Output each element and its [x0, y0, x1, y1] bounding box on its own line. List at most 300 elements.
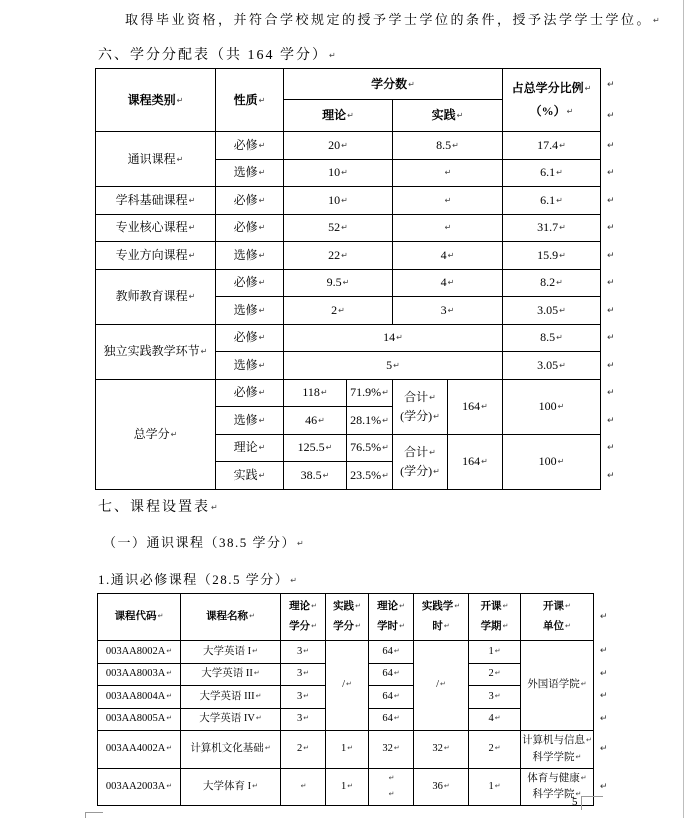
table-row: [96, 379, 623, 407]
paragraph-mark-icon: ↵: [300, 781, 307, 790]
paragraph-mark-icon: ↵: [607, 223, 615, 234]
table-cell: [96, 379, 216, 489]
table-cell: [96, 132, 216, 187]
paragraph-mark-icon: ↵: [382, 388, 389, 398]
cell-text: 教师教育课程: [115, 289, 188, 304]
cell-text: 1: [340, 780, 347, 792]
table-cell: [284, 187, 393, 215]
paragraph-mark-icon: ↵: [297, 539, 306, 548]
table-cell: [98, 686, 181, 709]
row-end-mark: [601, 242, 623, 270]
table-cell: [216, 269, 284, 297]
row-end-mark: [601, 100, 623, 132]
header-cell: [284, 69, 503, 100]
paragraph-mark-icon: ↵: [325, 443, 333, 453]
paragraph-mark-icon: ↵: [607, 250, 615, 261]
cell-text: 64: [382, 668, 393, 680]
cell-text: 选修: [233, 165, 258, 180]
paragraph-mark-icon: ↵: [607, 415, 615, 426]
paragraph-mark-icon: ↵: [290, 576, 299, 585]
section-heading-course-setup: [98, 496, 220, 516]
cell-text: 3: [296, 713, 303, 725]
table-cell: [216, 132, 284, 160]
paragraph-mark-icon: ↵: [607, 360, 615, 371]
table-cell: [469, 686, 521, 709]
paragraph-mark-icon: ↵: [559, 360, 566, 370]
paragraph-mark-icon: ↵: [338, 305, 345, 315]
paragraph-mark-icon: ↵: [264, 744, 271, 753]
cell-text: 专业核心课程: [115, 220, 188, 235]
cell-text: 003AA2003A: [105, 780, 166, 792]
paragraph-mark-icon: ↵: [599, 611, 608, 622]
paragraph-mark-icon: ↵: [393, 744, 400, 753]
paragraph-mark-icon: ↵: [599, 713, 608, 724]
paragraph-mark-icon: ↵: [399, 622, 405, 630]
cell-text: 理论: [289, 601, 311, 613]
cell-text: 学科基础课程: [115, 192, 188, 207]
cell-text: 2: [331, 302, 338, 317]
table-cell: [284, 269, 393, 297]
paragraph-mark-icon: ↵: [607, 278, 615, 289]
paragraph-mark-icon: ↵: [258, 360, 266, 370]
cell-text: 1: [340, 743, 347, 755]
cell-text: 28.1%: [350, 412, 382, 427]
subheading-general-required-courses: [98, 569, 298, 588]
cell-text: 46: [305, 412, 318, 427]
table-cell: [393, 434, 448, 489]
credit-allocation-table: [95, 68, 623, 490]
cell-text: 6.1: [540, 165, 556, 180]
cell-text: 3: [296, 690, 303, 702]
row-end-mark: [601, 159, 623, 187]
cell-text: 学期: [480, 621, 502, 632]
table-cell: [326, 769, 369, 806]
row-end-mark: [601, 214, 623, 242]
paragraph-mark-icon: ↵: [258, 333, 266, 343]
cell-text: 4: [440, 247, 447, 262]
paragraph-mark-icon: ↵: [429, 447, 436, 457]
cell-text: 3: [488, 690, 494, 702]
table-cell: [216, 297, 284, 325]
cell-text: 选修: [233, 412, 258, 427]
cell-text: 必修: [233, 192, 258, 207]
cell-text: 选修: [233, 247, 258, 262]
cell-text: 6.1: [540, 192, 556, 207]
cell-text: 大学英语 III: [199, 690, 255, 702]
paragraph-mark-icon: ↵: [599, 668, 608, 679]
table-cell: [181, 708, 281, 731]
paragraph-mark-icon: ↵: [388, 773, 395, 782]
paragraph-mark-icon: ↵: [341, 250, 348, 260]
paragraph-mark-icon: ↵: [440, 680, 446, 689]
header-cell: [369, 594, 414, 641]
paragraph-mark-icon: ↵: [258, 195, 266, 205]
table-cell: [98, 731, 181, 769]
paragraph-mark-icon: ↵: [607, 79, 615, 90]
cell-text: 实践: [233, 467, 258, 482]
cell-text: 必修: [233, 220, 258, 235]
cell-text: 大学体育 I: [203, 780, 252, 792]
table-row: [96, 214, 623, 242]
paragraph-mark-icon: ↵: [176, 154, 184, 164]
cell-text: 118: [302, 385, 320, 400]
paragraph-mark-icon: ↵: [249, 612, 255, 621]
row-end-mark: [601, 324, 623, 352]
cell-text: 10: [328, 192, 341, 207]
table-cell: [216, 407, 284, 435]
cell-text: 科学学院: [532, 789, 575, 800]
paragraph-mark-icon: ↵: [481, 402, 488, 412]
table-cell: [369, 769, 414, 806]
cell-text: 3: [440, 302, 447, 317]
cell-text: 大学英语 IV: [199, 713, 255, 725]
table-cell: [393, 132, 503, 160]
paragraph-mark-icon: ↵: [607, 305, 615, 316]
table-cell: [393, 297, 503, 325]
paragraph-mark-icon: ↵: [188, 292, 196, 302]
paragraph-mark-icon: ↵: [393, 360, 400, 370]
cell-text: 课程类别: [127, 92, 176, 107]
cell-text: 38.5: [300, 467, 322, 482]
paragraph-mark-icon: ↵: [607, 140, 615, 151]
paragraph-mark-icon: ↵: [382, 443, 389, 453]
section-heading-credit-allocation: [98, 44, 338, 64]
paragraph-mark-icon: ↵: [399, 602, 405, 611]
table-cell: [414, 641, 469, 731]
page-edge-line: [683, 0, 684, 818]
paragraph-mark-icon: ↵: [607, 388, 615, 399]
header-cell: [503, 69, 601, 132]
table-cell: [284, 407, 347, 435]
table-cell: [326, 641, 369, 731]
paragraph-mark-icon: ↵: [556, 333, 563, 343]
table-row: [98, 594, 616, 641]
cell-text: 32: [382, 743, 393, 755]
cell-text: 003AA8004A: [105, 690, 166, 702]
paragraph-mark-icon: ↵: [303, 646, 310, 655]
cell-text: 76.5%: [350, 440, 382, 455]
paragraph-mark-icon: ↵: [556, 195, 563, 205]
cell-text: 003AA8002A: [105, 645, 166, 657]
cell-text: 23.5%: [350, 467, 382, 482]
paragraph-mark-icon: ↵: [494, 691, 501, 700]
table-cell: [284, 132, 393, 160]
row-end-mark: [593, 594, 615, 641]
cell-text: 大学英语 I: [203, 645, 252, 657]
paragraph-mark-icon: ↵: [408, 79, 415, 89]
cell-text: 71.9%: [350, 385, 382, 400]
cell-text: 36: [432, 780, 443, 792]
row-end-mark: [593, 663, 615, 686]
paragraph-mark-icon: ↵: [452, 140, 459, 150]
table-cell: [281, 686, 326, 709]
paragraph-mark-icon: ↵: [255, 714, 262, 723]
header-cell: [414, 594, 469, 641]
paragraph-mark-icon: ↵: [556, 168, 563, 178]
cell-text: 22: [328, 247, 341, 262]
cell-text: 必修: [233, 385, 258, 400]
row-end-mark: [601, 352, 623, 380]
paragraph-mark-icon: ↵: [575, 790, 582, 798]
table-cell: [503, 297, 601, 325]
paragraph-mark-icon: ↵: [559, 250, 566, 260]
paragraph-mark-icon: ↵: [258, 470, 266, 480]
table-cell: [326, 731, 369, 769]
header-cell: [181, 594, 281, 641]
table-cell: [414, 769, 469, 806]
row-end-mark: [601, 434, 623, 462]
table-cell: [98, 663, 181, 686]
paragraph-mark-icon: ↵: [393, 646, 400, 655]
page-number: 5: [572, 796, 578, 808]
cell-text: 4: [488, 713, 494, 725]
paragraph-mark-icon: ↵: [166, 744, 173, 753]
paragraph-mark-icon: ↵: [211, 503, 220, 512]
paragraph-mark-icon: ↵: [166, 646, 173, 655]
table-cell: [469, 769, 521, 806]
table-cell: [216, 187, 284, 215]
table-cell: [393, 269, 503, 297]
paragraph-mark-icon: ↵: [607, 470, 615, 481]
paragraph-mark-icon: ↵: [255, 691, 262, 700]
table-cell: [181, 663, 281, 686]
paragraph-mark-icon: ↵: [382, 470, 389, 480]
table-cell: [284, 379, 347, 407]
paragraph-mark-icon: ↵: [341, 168, 348, 178]
header-cell: [521, 594, 594, 641]
paragraph-mark-icon: ↵: [584, 84, 592, 94]
paragraph-mark-icon: ↵: [318, 415, 325, 425]
table-cell: [284, 214, 393, 242]
row-end-mark: [593, 641, 615, 664]
paragraph-mark-icon: ↵: [258, 140, 266, 150]
paragraph-mark-icon: ↵: [565, 622, 571, 630]
paragraph-mark-icon: ↵: [580, 680, 587, 689]
table-cell: [347, 407, 393, 435]
paragraph-mark-icon: ↵: [252, 781, 258, 790]
table-cell: [216, 462, 284, 490]
paragraph-mark-icon: ↵: [322, 470, 330, 480]
table-cell: [347, 434, 393, 462]
cell-text: 100: [538, 454, 557, 469]
table-cell: [469, 641, 521, 664]
table-cell: [284, 324, 503, 352]
header-cell: [281, 594, 326, 641]
cell-text: 3: [296, 668, 303, 680]
cell-text: 理论: [322, 108, 347, 123]
table-cell: [98, 769, 181, 806]
table-cell: [469, 663, 521, 686]
paragraph-mark-icon: ↵: [559, 140, 566, 150]
row-end-mark: [593, 708, 615, 731]
table-cell: [216, 324, 284, 352]
cell-text: 学分: [289, 621, 311, 632]
paragraph-mark-icon: ↵: [258, 250, 266, 260]
paragraph-mark-icon: ↵: [580, 773, 587, 782]
paragraph-mark-icon: ↵: [176, 95, 184, 105]
table-cell: [284, 242, 393, 270]
cell-text: /: [342, 679, 346, 691]
cell-text: 64: [382, 713, 393, 725]
header-cell: [284, 100, 393, 132]
row-end-mark: [601, 69, 623, 100]
row-end-mark: [601, 297, 623, 325]
table-cell: [181, 769, 281, 806]
table-cell: [216, 379, 284, 407]
cell-text: 5: [386, 357, 393, 372]
header-cell: [469, 594, 521, 641]
table-cell: [503, 187, 601, 215]
paragraph-mark-icon: ↵: [494, 714, 501, 723]
paragraph-mark-icon: ↵: [393, 669, 400, 678]
cell-text: 100: [538, 399, 557, 414]
paragraph-mark-icon: ↵: [311, 622, 317, 630]
paragraph-mark-icon: ↵: [347, 781, 354, 790]
table-cell: [503, 324, 601, 352]
paragraph-mark-icon: ↵: [429, 392, 436, 402]
table-cell: [181, 686, 281, 709]
paragraph-mark-icon: ↵: [166, 781, 173, 790]
paragraph-mark-icon: ↵: [303, 669, 310, 678]
table-cell: [281, 663, 326, 686]
cell-text: 125.5: [297, 440, 325, 455]
paragraph-mark-icon: ↵: [341, 195, 348, 205]
cell-text: 64: [382, 690, 393, 702]
cell-text: 理论: [377, 601, 399, 613]
paragraph-mark-icon: ↵: [481, 457, 488, 467]
cell-text: 通识课程: [127, 151, 176, 166]
paragraph-mark-icon: ↵: [341, 223, 348, 233]
cell-text: 性质: [233, 92, 258, 107]
table-cell: [521, 641, 594, 731]
row-end-mark: [601, 187, 623, 215]
table-cell: [469, 731, 521, 769]
table-cell: [369, 731, 414, 769]
paragraph-mark-icon: ↵: [607, 195, 615, 206]
paragraph-mark-icon: ↵: [443, 622, 450, 630]
table-row: [96, 187, 623, 215]
paragraph-mark-icon: ↵: [166, 714, 173, 723]
cell-text: 实践: [333, 601, 355, 613]
paragraph-mark-icon: ↵: [393, 714, 400, 723]
paragraph-mark-icon: ↵: [456, 111, 464, 121]
cell-text: 学分: [333, 621, 355, 632]
paragraph-mark-icon: ↵: [494, 744, 501, 753]
paragraph-mark-icon: ↵: [607, 333, 615, 344]
heading-text: 六、学分分配表（共 164 学分）: [98, 48, 328, 63]
cell-text: 003AA8005A: [105, 713, 166, 725]
cell-text: 时: [432, 621, 443, 632]
cell-text: 8.2: [540, 275, 556, 290]
cell-text: 003AA8003A: [105, 668, 166, 680]
cell-text: 独立实践教学环节: [103, 344, 200, 359]
cell-text: 1: [488, 645, 494, 657]
paragraph-mark-icon: ↵: [494, 669, 501, 678]
cell-text: 合计: [404, 444, 429, 459]
cell-text: 实践: [431, 108, 456, 123]
table-row: [96, 269, 623, 297]
table-cell: [503, 214, 601, 242]
paragraph-mark-icon: ↵: [258, 278, 266, 288]
cell-text: 总学分: [133, 426, 170, 441]
table-cell: [181, 731, 281, 769]
cell-text: /: [436, 679, 440, 691]
paragraph-mark-icon: ↵: [355, 622, 361, 630]
cell-text: (学分): [400, 463, 433, 478]
row-end-mark: [593, 731, 615, 769]
paragraph-mark-icon: ↵: [311, 602, 317, 611]
paragraph-mark-icon: ↵: [188, 250, 196, 260]
table-cell: [284, 352, 503, 380]
table-cell: [96, 214, 216, 242]
table-cell: [181, 641, 281, 664]
table-cell: [96, 324, 216, 379]
table-cell: [284, 297, 393, 325]
paragraph-mark-icon: ↵: [258, 415, 266, 425]
paragraph-mark-icon: ↵: [494, 646, 501, 655]
row-end-mark: [593, 686, 615, 709]
cell-text: 科学学院: [532, 751, 575, 763]
table-row: [96, 324, 623, 352]
intro-text: 取得毕业资格，并符合学校规定的授予学士学位的条件，授予法学学士学位。: [125, 12, 653, 27]
paragraph-mark-icon: ↵: [447, 250, 455, 260]
table-cell: [393, 159, 503, 187]
table-cell: [448, 434, 503, 489]
row-end-mark: [601, 379, 623, 407]
table-cell: [469, 708, 521, 731]
cell-text: 10: [328, 165, 341, 180]
table-cell: [347, 462, 393, 490]
table-cell: [216, 434, 284, 462]
cell-text: (学分): [400, 408, 433, 423]
cell-text: 31.7: [537, 220, 559, 235]
table-cell: [448, 379, 503, 434]
cell-text: 8.5: [436, 137, 452, 152]
paragraph-mark-icon: ↵: [559, 305, 566, 315]
row-end-mark: [601, 462, 623, 490]
table-row: [98, 769, 616, 806]
table-cell: [393, 242, 503, 270]
paragraph-mark-icon: ↵: [557, 402, 565, 412]
paragraph-mark-icon: ↵: [502, 622, 509, 630]
paragraph-mark-icon: ↵: [170, 429, 178, 439]
table-cell: [414, 731, 469, 769]
paragraph-mark-icon: ↵: [557, 457, 565, 467]
paragraph-mark-icon: ↵: [444, 195, 452, 205]
table-cell: [369, 686, 414, 709]
table-row: [96, 69, 623, 100]
cell-text: 实践学: [421, 601, 454, 613]
cell-text: 15.9: [537, 247, 559, 262]
paragraph-mark-icon: ↵: [494, 781, 501, 790]
paragraph-mark-icon: ↵: [303, 691, 310, 700]
table-cell: [98, 641, 181, 664]
cell-text: 32: [432, 743, 443, 755]
paragraph-mark-icon: ↵: [188, 223, 196, 233]
table-cell: [503, 159, 601, 187]
cell-text: 52: [328, 220, 341, 235]
table-cell: [216, 352, 284, 380]
cell-text: 164: [462, 399, 481, 414]
cell-text: 理论: [233, 440, 258, 455]
paragraph-mark-icon: ↵: [157, 612, 164, 621]
table-cell: [393, 379, 448, 434]
cell-text: 学分数: [371, 76, 408, 91]
table-cell: [96, 242, 216, 270]
paragraph-mark-icon: ↵: [447, 305, 455, 315]
paragraph-mark-icon: ↵: [599, 781, 608, 792]
paragraph-mark-icon: ↵: [653, 16, 663, 25]
